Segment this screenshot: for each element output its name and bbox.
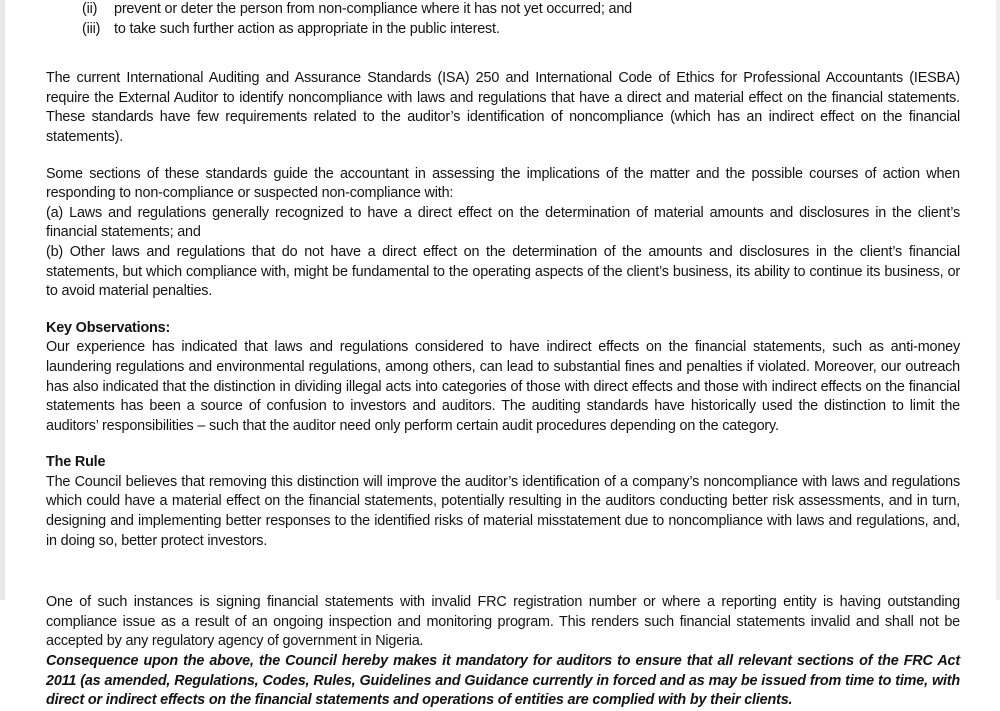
paragraph-instances: One of such instances is signing financial statements with invalid FRC registration number or where a reporting entity is having outstanding compliance issue as a result of an ongoing inspection and monitoring program. This renders such financial statements invalid and shall not be accepted by any regulatory agency of government in Nigeria. (46, 594, 960, 650)
spacer (46, 302, 960, 319)
list-item-text: prevent or deter the person from non-compliance where it has not yet occurred; and (114, 1, 632, 17)
list-item-text: to take such further action as appropriate in the public interest. (114, 20, 500, 37)
spacer (46, 148, 960, 165)
paragraph-item-a: (a) Laws and regulations generally recognized to have a direct effect on the determination of material amounts and disclosures in the client’s financial statements; and (46, 204, 960, 241)
list-item (46, 0, 960, 20)
paragraph-some-sections-intro: Some sections of these standards guide the accountant in assessing the implications of the matter and the possible courses of action when responding to non-compliance or suspected non-compliance with: (46, 165, 960, 202)
paragraph-key-observations: Our experience has indicated that laws and regulations considered to have indirect effects on the financial statements, such as anti-money laundering regulations and environmental regulations, among others, can lead to substantial fines and penalties if violated. Moreover, our outreach has also indicated that the distinction in dividing illegal acts into categories of those with direct effects and those with indirect effects on the financial statements has been a source of confusion to investors and auditors. The auditing standards have historically used the distinction to limit the auditors’ responsibilities – such that the auditor need only perform certain audit procedures depending on the category. (46, 339, 960, 434)
spacer (46, 551, 960, 581)
roman-numeral-list (46, 0, 960, 39)
spacer (46, 581, 960, 593)
page-right-edge (996, 0, 1000, 600)
heading-key-observations: Key Observations: (46, 319, 171, 336)
paragraph-isa-standards: The current International Auditing and Assurance Standards (ISA) 250 and International Code of Ethics for Professional Accountants (IESBA) require the External Auditor to identify noncompliance with laws and regulations that have a direct and material effect on the financial statements. These standards have few requirements related to the auditor’s identification of noncompliance (which has an indirect effect on the financial statements). (46, 70, 960, 145)
heading-the-rule: The Rule (46, 454, 106, 471)
paragraph-item-b: (b) Other laws and regulations that do not have a direct effect on the determination of the amounts and disclosures in the client’s financial statements, but which compliance with, might be fundamental to the operating aspects of the client’s business, its ability to continue its business, or to avoid material penalties. (46, 243, 960, 300)
spacer (46, 436, 960, 453)
paragraph-consequence: Consequence upon the above, the Council hereby makes it mandatory for auditors to ensure that all relevant sections of the FRC Act 2011 (as amended, Regulations, Codes, Rules, Guidelines and Guidance currently in forced and as may be issued from time to time, with direct or indirect effects on the financial statements and operations of entities are complied with by their clients. (46, 653, 960, 709)
paragraph-the-rule: The Council believes that removing this distinction will improve the auditor’s identification of a company’s noncompliance with laws and regulations which could have a material effect on the financial statements, potentially resulting in the auditors conducting better risk assessments, and in turn, designing and implementing better responses to the identified risks of material misstatement due to noncompliance with laws and regulations, and, in doing so, better protect investors. (46, 473, 960, 549)
page-left-edge (0, 0, 5, 600)
list-item-marker: (ii) (82, 1, 98, 17)
list-item-marker: (iii) (82, 20, 101, 37)
list-item (46, 20, 960, 40)
spacer (46, 39, 960, 69)
